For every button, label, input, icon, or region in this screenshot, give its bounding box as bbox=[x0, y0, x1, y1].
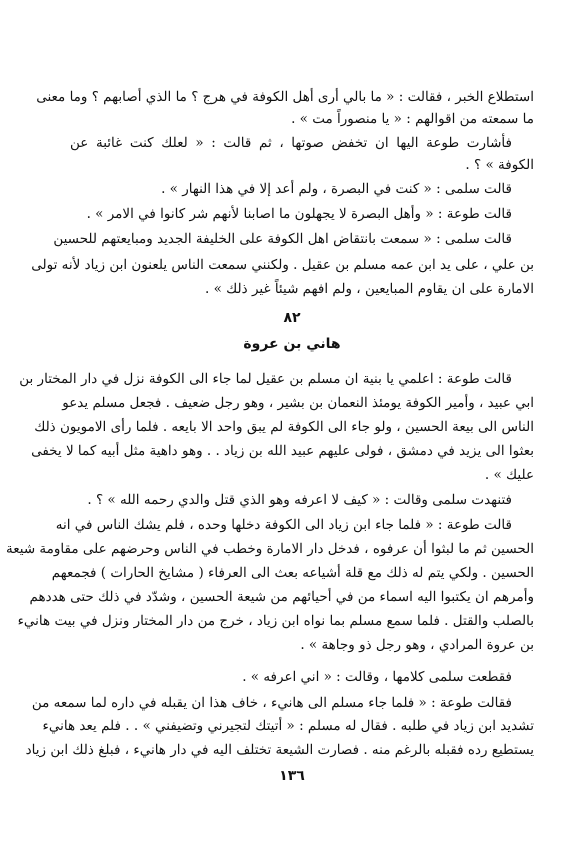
text-line: فأشارت طوعة اليها ان تخفض صوتها ، ثم قالت : « لعلك كنت غائبة عن bbox=[70, 135, 512, 151]
text-line: قالت سلمى : « كنت في البصرة ، ولم أعد إلا في هذا النهار » . bbox=[161, 181, 512, 197]
text-line: الحسين ثم ما لبثوا أن عرفوه ، فدخل دار الامارة وخطب في الناس وحرضهم على مقاومة شيعة bbox=[6, 541, 534, 557]
page-number: ١٣٦ bbox=[279, 768, 305, 784]
text-line: يستطيع رده فقبله بالرغم منه . فصارت الشيعة تختلف اليه في دار هانيء ، فبلغ ذلك ابن زياد bbox=[25, 742, 534, 758]
text-line: فقالت طوعة : « فلما جاء مسلم الى هانيء ، خاف هذا ان يقبله في داره لما سمعه من bbox=[31, 695, 512, 711]
text-line: بن علي ، على يد ابن عمه مسلم بن عقيل . ولكنني سمعت الناس يلعنون ابن زياد لأنه تولى bbox=[31, 257, 534, 273]
text-line: الناس الى بيعة الحسين ، ولو جاء الى الكوفة لم يبق واحد الا بايعه . فلما رأى الامويون ذلك bbox=[34, 419, 534, 435]
text-line: بعثوا الى يزيد في دمشق ، فولى عليهم عبيد الله بن زياد . . وهو داهية مثل أبيه كما لا يخفى bbox=[31, 443, 534, 459]
text-line: ابي عبيد ، وأمير الكوفة يومئذ النعمان بن بشير ، وهو رجل ضعيف . فجعل مسلم يدعو bbox=[62, 395, 534, 411]
text-line: قالت طوعة : « فلما جاء ابن زياد الى الكوفة دخلها وحده ، فلم يشك الناس في انه bbox=[55, 517, 512, 533]
chapter-number: ٨٢ bbox=[283, 310, 301, 326]
text-line: فقطعت سلمى كلامها ، وقالت : « اني اعرفه » . bbox=[242, 669, 512, 685]
text-line: فتنهدت سلمى وقالت : « كيف لا اعرفه وهو الذي قتل والدي رحمه الله » ؟ . bbox=[87, 492, 512, 508]
chapter-title: هاني بن عروة bbox=[243, 336, 341, 352]
text-line: بن عروة المرادي ، وهو رجل ذو وجاهة » . bbox=[300, 637, 534, 653]
text-line: استطلاع الخبر ، فقالت : « ما بالي أرى أهل الكوفة في هرج ؟ ما الذي أصابهم ؟ وما معنى bbox=[36, 89, 534, 105]
text-line: تشديد ابن زياد في طلبه . فقال له مسلم : « أتيتك لتجيرني وتضيفني » . . فلم يعد هانيء bbox=[42, 718, 534, 734]
text-line: عليك » . bbox=[484, 467, 534, 483]
text-line: الكوفة » ؟ . bbox=[465, 157, 534, 173]
text-line: الحسين . ولكي يتم له ذلك مع قلة أشياعه بعث الى العرفاء ( مشايخ الحارات ) فجمعهم bbox=[51, 565, 534, 581]
text-line: الامارة على ان يقاوم المبايعين ، ولم افهم شيئاً غير ذلك » . bbox=[205, 281, 534, 297]
text-line: ما سمعته من اقوالهم : « يا منصوراً مت » . bbox=[291, 111, 534, 127]
text-line: بالصلب والقتل . فلما سمع مسلم بما نواه ابن زياد ، خرج من دار المختار ونزل في بيت هانيء bbox=[17, 613, 534, 629]
text-line: قالت طوعة : اعلمي يا بنية ان مسلم بن عقيل لما جاء الى الكوفة نزل في دار المختار بن bbox=[19, 371, 512, 387]
text-line: قالت سلمى : « سمعت بانتقاض اهل الكوفة على الخليفة الجديد ومبايعتهم للحسين bbox=[53, 231, 512, 247]
text-line: وأمرهم ان يكتبوا اليه اسماء من في أحيائهم من شيعة الحسين ، وشدّد في ذلك حتى هددهم bbox=[29, 589, 534, 605]
text-line: قالت طوعة : « وأهل البصرة لا يجهلون ما اصابنا لأنهم شر كانوا في الامر » . bbox=[86, 206, 512, 222]
